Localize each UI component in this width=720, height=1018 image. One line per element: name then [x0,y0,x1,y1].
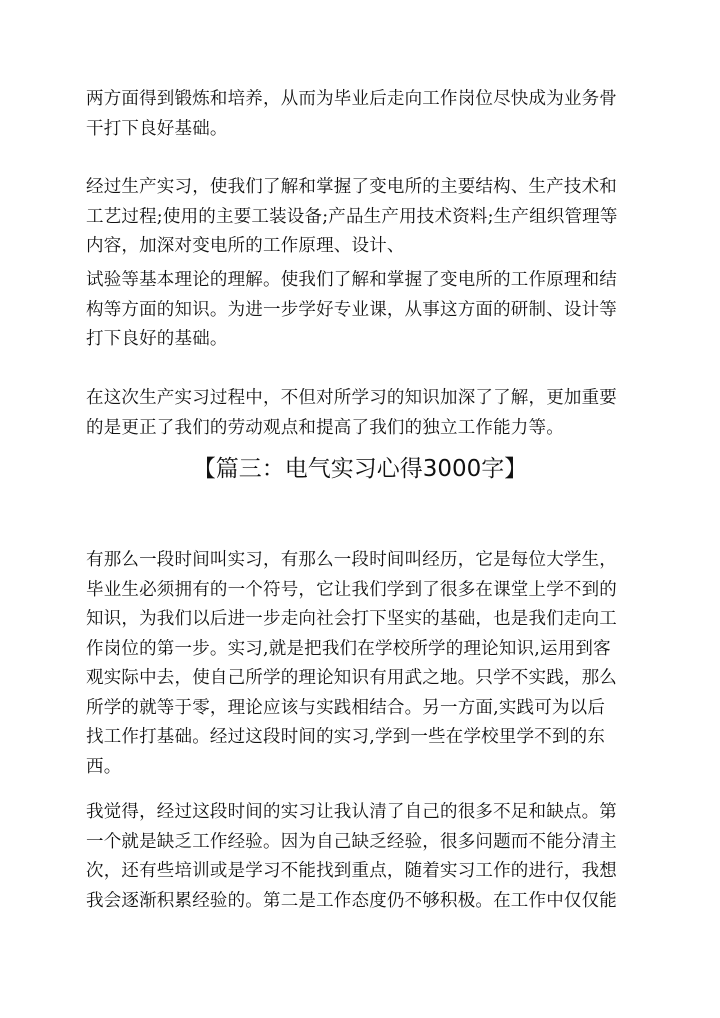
text-line: 作岗位的第一步。实习,就是把我们在学校所学的理论知识,运用到客 [86,638,611,659]
text-line: 干打下良好基础。 [86,118,228,139]
text-line: 我会逐渐积累经验的。第二是工作态度仍不够积极。在工作中仅仅能 [86,890,617,911]
text-line: 我觉得，经过这段时间的实习让我认清了自己的很多不足和缺点。第 [86,802,617,822]
text-line: 工艺过程;使用的主要工装设备;产品生产用技术资料;生产组织管理等 [86,206,618,227]
text-line: 两方面得到锻炼和培养，从而为毕业后走向工作岗位尽快成为业务骨 [86,89,617,109]
text-line: 在这次生产实习过程中，不但对所学习的知识加深了了解，更加重要 [86,388,617,408]
text-line: 找工作打基础。经过这段时间的实习,学到一些在学校里学不到的东 [86,727,606,747]
text-line: 内容，加深对变电所的工作原理、设计、 [86,236,405,256]
text-line: 毕业生必须拥有的一个符号，它让我们学到了很多在课堂上学不到的 [86,579,617,600]
text-line: 一个就是缺乏工作经验。因为自己缺乏经验，很多问题而不能分清主 [86,831,617,852]
text-line: 西。 [86,756,122,777]
text-line: 次，还有些培训或是学习不能找到重点，随着实习工作的进行，我想 [86,861,617,881]
paragraph-shortcomings [86,798,638,916]
text-line: 观实际中去，使自己所学的理论知识有用武之地。只学不实践，那么 [86,668,617,688]
text-line: 所学的就等于零，理论应该与实践相结合。另一方面,实践可为以后 [86,697,606,718]
paragraph-theory-understanding [86,266,638,355]
paragraph-production-internship [86,173,638,262]
text-line: 试验等基本理论的理解。使我们了解和掌握了变电所的工作原理和结 [86,270,617,290]
text-line: 打下良好的基础。 [86,329,228,349]
text-line: 经过生产实习，使我们了解和掌握了变电所的主要结构、生产技术和 [86,177,617,197]
paragraph-work-ability [86,384,638,443]
text-line: 有那么一段时间叫实习，有那么一段时间叫经历，它是每位大学生， [86,550,617,570]
text-line: 构等方面的知识。为进一步学好专业课，从事这方面的研制、设计等 [86,299,617,320]
paragraph-training-foundation [86,85,638,144]
text-line: 知识，为我们以后进一步走向社会打下坚实的基础，也是我们走向工 [86,609,617,629]
section-heading: 【篇三：电气实习心得3000字】 [192,456,528,482]
text-line: 的是更正了我们的劳动观点和提高了我们的独立工作能力等。 [86,417,564,438]
paragraph-internship-meaning [86,546,638,782]
